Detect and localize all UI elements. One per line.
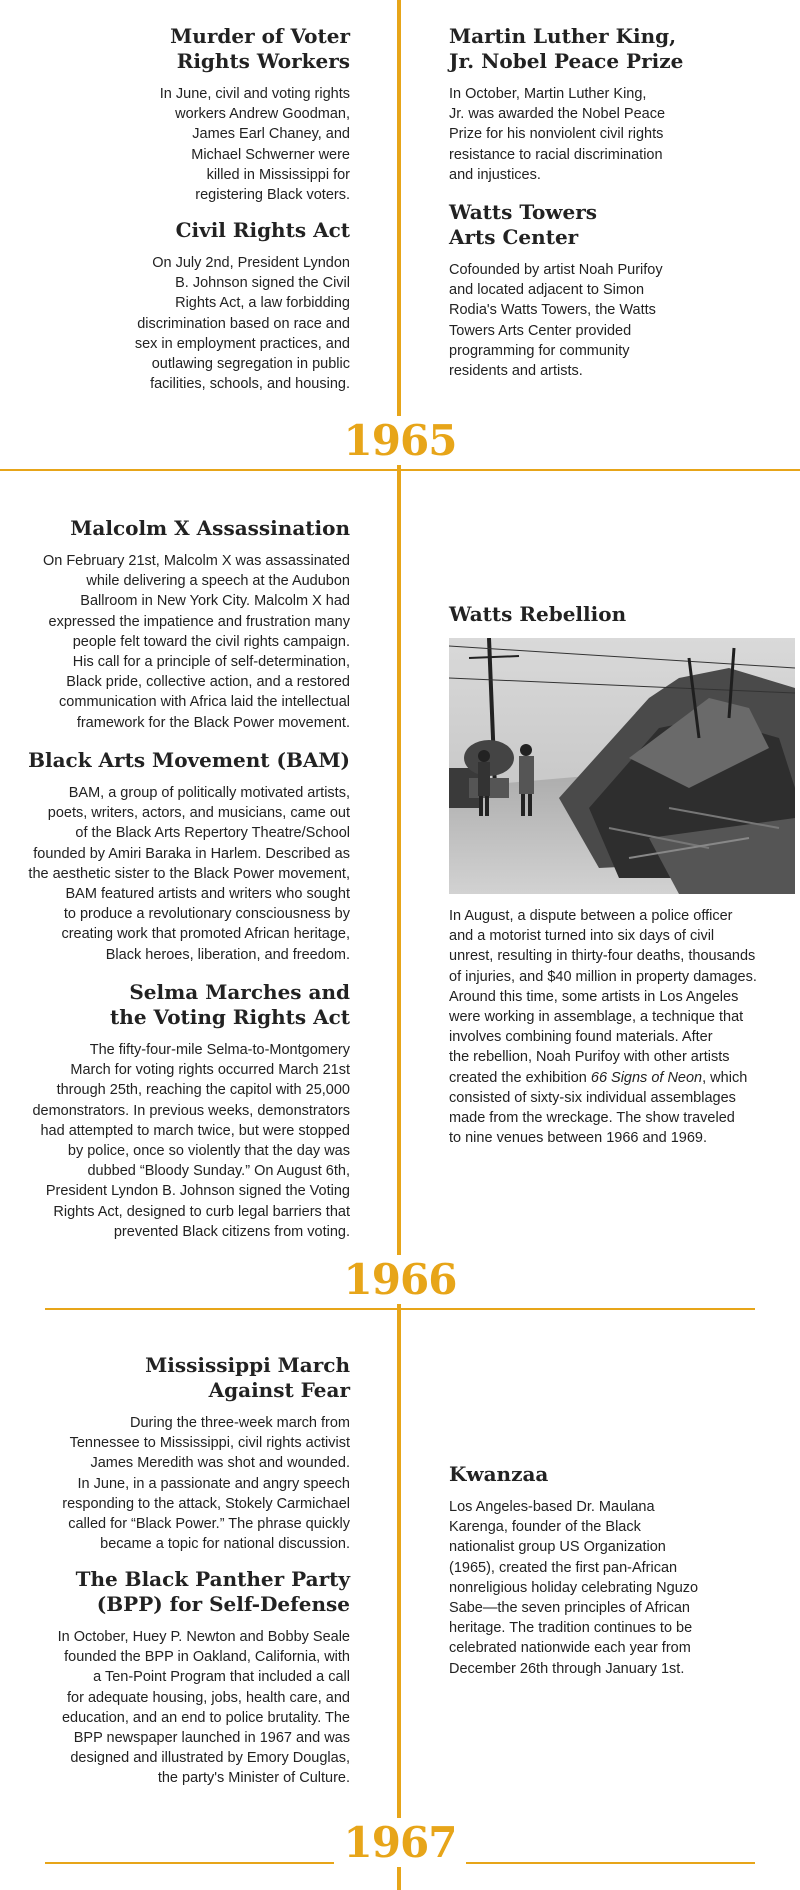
year-1965-label: 1965	[334, 416, 467, 465]
entry-kwanzaa	[449, 1462, 698, 1679]
entry-body: In October, Huey P. Newton and Bobby Seale founded the BPP in Oakland, California, with a Ten-Point Program that included a call for adequate housing, jobs, health care, and education, and an end to police brutality. The BPP newspaper launched in 1967 and was designed and illustrated by Emory Douglas, the party's Minister of Culture.	[57, 1629, 350, 1787]
entry-title: Civil Rights Act	[175, 218, 350, 242]
timeline-vertical-line	[397, 0, 401, 1890]
entry-mississippi-march-against-fear	[62, 1353, 350, 1554]
entry-malcolm-x-assassination	[43, 516, 350, 733]
entry-title: The Black Panther Party (BPP) for Self-Defense	[75, 1567, 350, 1616]
photo-rubble-street-scene	[449, 638, 795, 894]
entry-body: On July 2nd, President Lyndon B. Johnson signed the Civil Rights Act, a law forbidding discrimination based on race and sex in employment practices, and outlawing segregation in public facilities, schools, and housing.	[134, 255, 350, 393]
entry-civil-rights-act	[135, 218, 350, 394]
entry-watts-rebellion-title	[449, 602, 626, 637]
entry-body: Los Angeles-based Dr. Maulana Karenga, founder of the Black nationalist group US Organization (1965), created the first pan-African nonreligious holiday celebrating Nguzo Sabe—the seven principles of African heritage. The tradition continues to be celebrated nationwide each year from December 26th through January 1st.	[449, 1499, 699, 1677]
entry-body: In June, civil and voting rights workers Andrew Goodman, James Earl Chaney, and Michael Schwerner were killed in Mississippi for registering Black voters.	[159, 86, 350, 204]
entry-watts-towers-arts-center	[449, 200, 663, 381]
year-1966-label: 1966	[334, 1255, 467, 1304]
exhibition-title: 66 Signs of Neon	[590, 1069, 703, 1086]
entry-body: The fifty-four-mile Selma-to-Montgomery March for voting rights occurred March 21st through 25th, reaching the capitol with 25,000 demonstrators. In previous weeks, demonstrators had attempted to march twice, but were stopped by police, once so violently that the day was dubbed “Bloody Sunday.” On August 6th, President Lyndon B. Johnson signed the Voting Rights Act, designed to curb legal barriers that prevented Black citizens from voting.	[32, 1042, 350, 1240]
year-1967-label: 1967	[334, 1818, 467, 1867]
entry-title: Martin Luther King, Jr. Nobel Peace Prize	[449, 24, 684, 73]
entry-black-arts-movement	[28, 748, 350, 965]
entry-body: BAM, a group of politically motivated artists, poets, writers, actors, and musicians, came out of the Black Arts Repertory Theatre/School founded by Amiri Baraka in Harlem. Described as the aesthetic sister to the Black Power movement, BAM featured artists and writers who sought to produce a revolutionary consciousness by creating work that promoted African heritage, Black heroes, liberation, and freedom.	[28, 785, 350, 963]
entry-body: During the three-week march from Tennessee to Mississippi, civil rights activist James Meredith was shot and wounded. In June, in a passionate and angry speech responding to the attack, Stokely Carmichael called for “Black Power.” The phrase quickly became a topic for national discussion.	[62, 1415, 350, 1553]
entry-murder-voter-rights-workers	[160, 24, 350, 205]
watts-rebellion-photo	[449, 638, 795, 894]
divider-1966	[45, 1308, 755, 1310]
year-marker-1966	[0, 1255, 800, 1304]
entry-body: Cofounded by artist Noah Purifoy and located adjacent to Simon Rodia's Watts Towers, the Watts Towers Arts Center provided programming for community residents and artists.	[449, 262, 663, 380]
entry-watts-rebellion-body	[449, 906, 757, 1148]
entry-title: Kwanzaa	[449, 1462, 549, 1486]
entry-title: Watts Rebellion	[449, 602, 627, 626]
entry-title: Murder of Voter Rights Workers	[170, 24, 350, 73]
entry-title: Watts Towers Arts Center	[449, 200, 598, 249]
entry-title: Selma Marches and the Voting Rights Act	[110, 980, 350, 1029]
year-marker-1965	[0, 416, 800, 465]
entry-mlk-nobel-peace-prize	[449, 24, 683, 185]
divider-1965	[0, 469, 800, 471]
entry-body: In October, Martin Luther King, Jr. was awarded the Nobel Peace Prize for his nonviolent civil rights resistance to racial discrimination and injustices.	[449, 86, 666, 183]
entry-selma-marches-voting-rights-act	[32, 980, 350, 1242]
entry-title: Mississippi March Against Fear	[145, 1353, 350, 1402]
entry-black-panther-party	[58, 1567, 350, 1789]
entry-body: In August, a dispute between a police officer and a motorist turned into six days of civil unrest, resulting in thirty-four deaths, thousands of injuries, and $40 million in property damages. Around this time, some artists in Los Angeles were working in assemblage, a technique that involves combining found materials. After the rebellion, Noah Purifoy with other artists created the exhibition 66 Signs of Neon, which consisted of sixty-six individual assemblages made from the wreckage. The show traveled to nine venues between 1966 and 1969.	[449, 908, 757, 1147]
entry-body: On February 21st, Malcolm X was assassinated while delivering a speech at the Audubon Ballroom in New York City. Malcolm X had expressed the impatience and frustration many people felt toward the civil rights campaign. His call for a principle of self-determination, Black pride, collective action, and a restored communication with Africa laid the intellectual framework for the Black Power movement.	[42, 553, 350, 731]
year-marker-1967	[0, 1818, 800, 1867]
entry-title: Black Arts Movement (BAM)	[28, 748, 350, 772]
entry-title: Malcolm X Assassination	[70, 516, 350, 540]
